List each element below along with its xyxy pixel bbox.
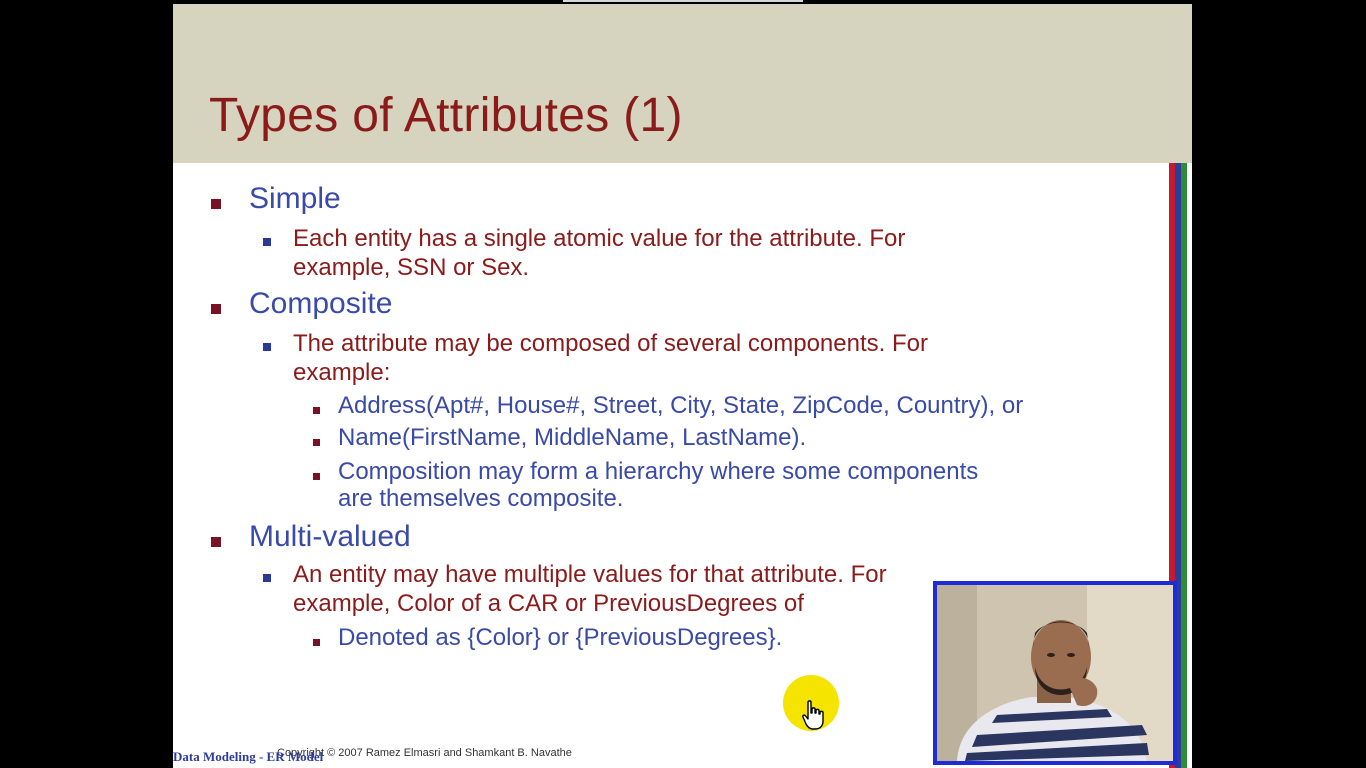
presenter-webcam: [933, 581, 1177, 765]
bullet-square-icon: [313, 407, 320, 414]
bullet-composite: Composite: [249, 287, 393, 320]
bullet-square-icon: [211, 304, 221, 314]
webcam-video: [937, 585, 1173, 761]
footer-course-label: Data Modeling - ER Model: [173, 749, 324, 764]
bullet-square-icon: [211, 537, 221, 547]
bullet-square-icon: [263, 574, 271, 582]
sub-sub-item: Composition may form a hierarchy where some components: [338, 458, 979, 485]
bullet-multi-valued: Multi-valued: [249, 520, 411, 553]
sub-item: Each entity has a single atomic value for the attribute. For: [293, 225, 906, 252]
sub-item: An entity may have multiple values for that attribute. For: [293, 561, 887, 588]
bullet-square-icon: [211, 199, 221, 209]
bullet-square-icon: [313, 473, 320, 480]
sub-item-cont: example, SSN or Sex.: [293, 254, 530, 281]
sub-item-cont: example, Color of a CAR or PreviousDegrees of: [293, 590, 804, 617]
presenter-video-icon: [937, 585, 1173, 761]
sub-item-cont: example:: [293, 359, 391, 386]
sub-sub-item-cont: are themselves composite.: [338, 485, 624, 512]
decor-bar-green: [1181, 163, 1187, 768]
bullet-simple: Simple: [249, 182, 341, 215]
footer-copyright: Copyright © 2007 Ramez Elmasri and Shamkant B. Navathe: [277, 747, 572, 759]
sub-sub-item: Denoted as {Color} or {PreviousDegrees}.: [338, 624, 783, 651]
top-progress-bar: [563, 0, 803, 2]
bullet-square-icon: [313, 639, 320, 646]
bullet-square-icon: [263, 343, 271, 351]
sub-sub-item: Address(Apt#, House#, Street, City, State, ZipCode, Country), or: [338, 392, 1024, 419]
hand-pointer-icon: [802, 700, 824, 730]
sub-item: The attribute may be composed of several components. For: [293, 330, 928, 357]
sub-sub-item: Name(FirstName, MiddleName, LastName).: [338, 424, 807, 451]
bullet-square-icon: [263, 238, 271, 246]
page-title: Types of Attributes (1): [209, 89, 683, 142]
bullet-square-icon: [313, 439, 320, 446]
